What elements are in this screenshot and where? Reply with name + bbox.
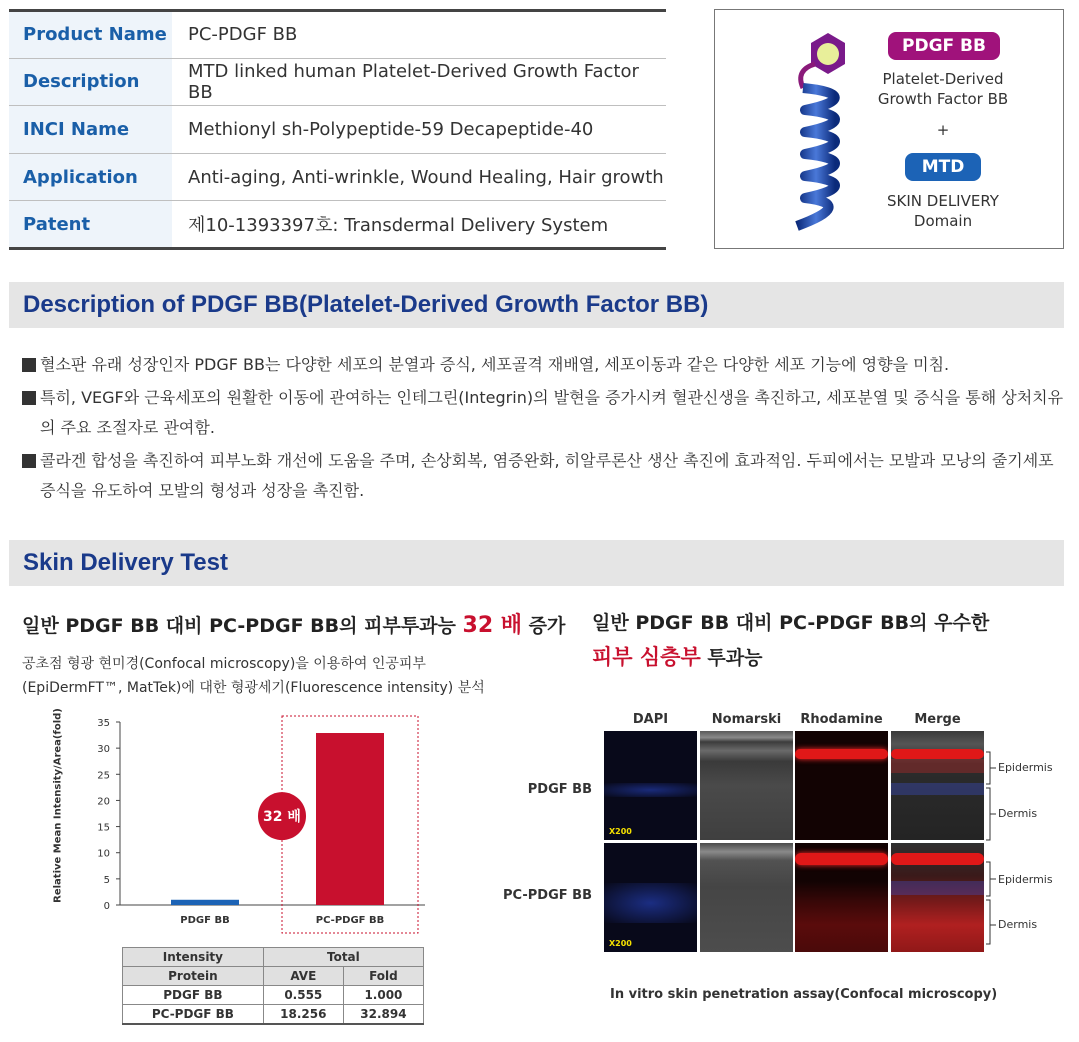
micrograph-merge-pc-pdgf <box>891 843 984 952</box>
bullet-text: 특히, VEGF와 근육세포의 원활한 이동에 관여하는 인테그린(Integrin)의 발현을 증가시켜 혈관신생을 촉진하고, 세포분열 및 증식을 통해 상처치유의 주요 조절자로 관여함. <box>40 388 1064 437</box>
table-row <box>9 58 666 106</box>
subtitle-text: 일반 PDGF BB 대비 PC-PDGF BB의 우수한 <box>592 612 990 634</box>
layer-label-epidermis: Epidermis <box>998 761 1053 774</box>
section-title-description: Description of PDGF BB(Platelet-Derived Growth Factor BB) <box>9 282 1064 328</box>
left-subtitle <box>22 608 565 639</box>
y-tick-label: 0 <box>103 901 110 912</box>
subtitle-text: 일반 PDGF BB 대비 PC-PDGF BB의 피부투과능 <box>22 615 463 637</box>
column-header-merge: Merge <box>914 712 961 727</box>
micrograph-nomarski-pc-pdgf <box>700 843 793 952</box>
x-tick-label: PDGF BB <box>180 915 230 926</box>
subtitle-highlight: 피부 심층부 <box>592 645 701 669</box>
header-cell: Intensity <box>123 948 264 967</box>
subtitle-highlight: 32 배 <box>462 613 523 638</box>
micrograph-rhodamine-pc-pdgf <box>795 843 888 952</box>
table-row <box>123 986 424 1005</box>
bullet-square-icon <box>22 358 36 372</box>
bar-pdgf-bb <box>171 900 239 905</box>
column-header-rhodamine: Rhodamine <box>800 712 883 727</box>
layer-bracket-icon <box>984 748 998 948</box>
column-header-dapi: DAPI <box>632 712 669 727</box>
right-subtitle <box>592 608 989 671</box>
row-header-pc-pdgf: PC-PDGF BB <box>503 888 592 903</box>
micrograph-dapi-pdgf <box>604 731 697 840</box>
left-description <box>22 652 485 700</box>
micrograph-nomarski-pdgf <box>700 731 793 840</box>
micrograph-merge-pdgf <box>891 731 984 840</box>
fold-badge-label: 32 배 <box>263 809 301 826</box>
plus-sign: + <box>936 121 950 139</box>
y-tick-label: 35 <box>97 718 110 729</box>
row-value: MTD linked human Platelet-Derived Growth Factor BB <box>172 58 666 106</box>
cell: 32.894 <box>343 1005 423 1024</box>
header-cell: Protein <box>123 967 264 986</box>
cell: PC-PDGF BB <box>123 1005 264 1024</box>
subtitle-text-end: 투과능 <box>700 647 763 669</box>
list-item <box>22 350 1067 380</box>
table-row <box>9 201 666 249</box>
header-cell: AVE <box>263 967 343 986</box>
layer-label-epidermis: Epidermis <box>998 873 1053 886</box>
desc-line: (EpiDermFT™, MatTek)에 대한 형광세기(Fluorescence intensity) 분석 <box>22 680 485 696</box>
row-value: 제10-1393397호: Transdermal Delivery System <box>172 201 666 249</box>
magnification-label: X200 <box>609 939 632 948</box>
y-tick-label: 15 <box>97 822 110 834</box>
magnification-label: X200 <box>609 827 632 836</box>
header-cell: Fold <box>343 967 423 986</box>
mtd-desc-line2: Domain <box>913 212 973 230</box>
pdgf-desc-line2: Growth Factor BB <box>877 90 1009 108</box>
micrograph-rhodamine-pdgf <box>795 731 888 840</box>
row-value: Anti-aging, Anti-wrinkle, Wound Healing, Hair growth <box>172 153 666 201</box>
layer-label-dermis: Dermis <box>998 918 1038 931</box>
description-bullets <box>22 350 1067 509</box>
row-key: Description <box>9 58 172 106</box>
bar-pc-pdgf-bb <box>316 733 384 905</box>
chart-y-axis-title: Relative Mean Intensity/Area(fold) <box>52 708 64 903</box>
list-item <box>22 446 1067 506</box>
micrograph-dapi-pc-pdgf <box>604 843 697 952</box>
y-tick-label: 5 <box>103 874 110 886</box>
bullet-square-icon <box>22 454 36 468</box>
table-header-row <box>123 967 424 986</box>
y-tick-label: 10 <box>97 848 110 860</box>
product-info-table <box>9 9 666 250</box>
row-value: Methionyl sh-Polypeptide-59 Decapeptide-40 <box>172 106 666 154</box>
y-tick-label: 30 <box>97 744 110 756</box>
row-key: Product Name <box>9 11 172 59</box>
cell: 0.555 <box>263 986 343 1005</box>
row-value: PC-PDGF BB <box>172 11 666 59</box>
pdgf-desc-line1: Platelet-Derived <box>882 70 1004 88</box>
table-row <box>9 106 666 154</box>
layer-label-dermis: Dermis <box>998 807 1038 820</box>
row-key: Application <box>9 153 172 201</box>
cell: 18.256 <box>263 1005 343 1024</box>
y-tick-label: 25 <box>97 770 110 782</box>
molecule-diagram-box <box>714 9 1064 249</box>
subtitle-text-end: 증가 <box>522 615 566 637</box>
mtd-desc-line1: SKIN DELIVERY <box>887 192 999 210</box>
table-header-row <box>123 948 424 967</box>
table-row <box>9 11 666 59</box>
bullet-square-icon <box>22 391 36 405</box>
intensity-data-table <box>122 947 424 1025</box>
table-row <box>123 1005 424 1024</box>
section-title-skin-delivery: Skin Delivery Test <box>9 540 1064 586</box>
bullet-text: 혈소판 유래 성장인자 PDGF BB는 다양한 세포의 분열과 증식, 세포골격 재배열, 세포이동과 같은 다양한 세포 기능에 영향을 미침. <box>40 355 950 374</box>
list-item <box>22 383 1067 443</box>
pdgf-label-badge: PDGF BB <box>888 32 1000 60</box>
microscopy-caption: In vitro skin penetration assay(Confocal microscopy) <box>610 987 998 1002</box>
desc-line: 공초점 형광 현미경(Confocal microscopy)을 이용하여 인공피부 <box>22 656 426 672</box>
row-header-pdgf: PDGF BB <box>527 782 592 797</box>
cell: 1.000 <box>343 986 423 1005</box>
row-key: Patent <box>9 201 172 249</box>
header-cell: Total <box>263 948 423 967</box>
bullet-text: 콜라겐 합성을 촉진하여 피부노화 개선에 도움을 주며, 손상회복, 염증완화, 히알루론산 생산 촉진에 효과적임. 두피에서는 모발과 모낭의 줄기세포 증식을 유도하여 모발의 형성과 성장을 촉진함. <box>40 451 1054 500</box>
mtd-label-badge: MTD <box>905 153 981 181</box>
row-key: INCI Name <box>9 106 172 154</box>
fold-intensity-bar-chart <box>65 712 435 942</box>
y-tick-label: 20 <box>97 796 110 808</box>
table-row <box>9 153 666 201</box>
cell: PDGF BB <box>123 986 264 1005</box>
x-tick-label: PC-PDGF BB <box>315 915 385 926</box>
column-header-nomarski: Nomarski <box>711 712 782 727</box>
